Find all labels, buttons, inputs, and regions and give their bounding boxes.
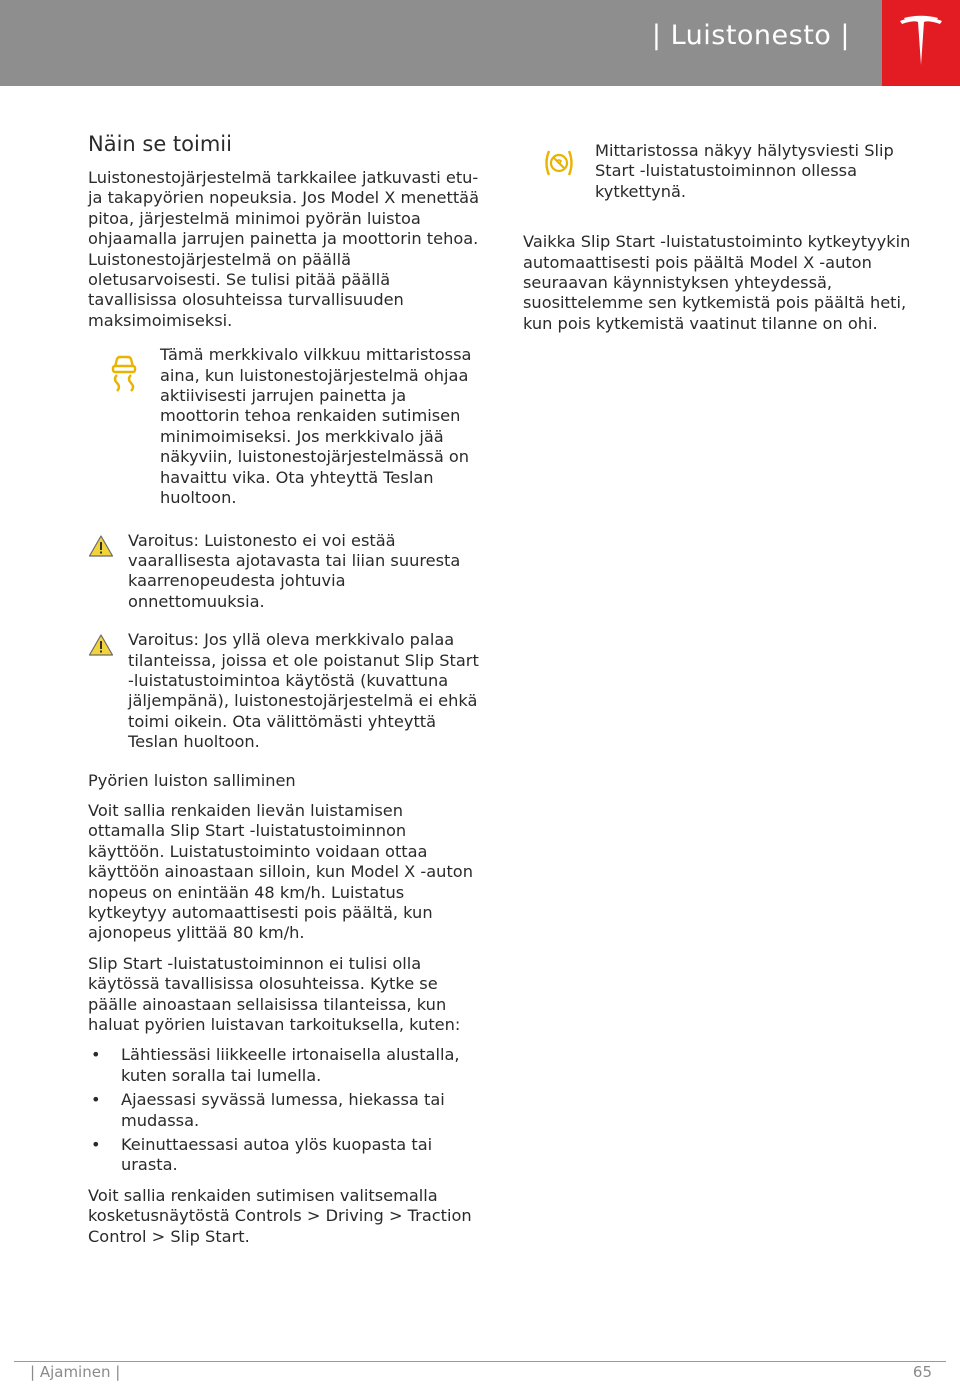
left-column (88, 130, 483, 1257)
warning-triangle-icon (88, 633, 114, 657)
traction-indicator-block (88, 345, 483, 508)
paragraph-1: Voit sallia renkaiden lievän luistamisen ottamalla Slip Start -luistatustoiminnon käyttöön. Luistatustoiminto voidaan ottaa käyttöön ainoastaan silloin, kun Model X -auton nopeus on enintään 48 km/h. Luistatus kytkeytyy automaattisesti pois päältä, kun ajonopeus ylittää 80 km/h. (88, 800, 473, 943)
paragraph-2: Slip Start -luistatustoiminnon ei tulisi olla käytössä tavallisissa olosuhteissa. Kytke se päälle ainoastaan sellaisissa tilanteissa, kun haluat pyörien luistavan tarkoituksella, kuten: (88, 953, 461, 1035)
list-item: • Lähtiessäsi liikkeelle irtonaisella alustalla, kuten soralla tai lumella. (91, 1045, 460, 1085)
warning-block-1 (88, 531, 483, 613)
intro-paragraph: Luistonestojärjestelmä tarkkailee jatkuvasti etu- ja takapyörien nopeuksia. Jos Model X menettää pitoa, järjestelmä minimoi pyörän luistoa ohjaamalla jarrujen painetta ja moottorin tehoa. Luistonestojärjestelmä on päällä oletusarvoisesti. Se tulisi pitää päällä tavallisissa olosuhteissa turvallisuuden maksimoimiseksi. (88, 168, 480, 330)
bullet-glyph: • (91, 1090, 101, 1110)
section-heading: Näin se toimii (88, 132, 232, 156)
slip-start-warning-icon (542, 147, 576, 179)
right-column (523, 141, 913, 344)
right-paragraph: Vaikka Slip Start -luistatustoiminto kytkeytyykin automaattisesti pois päältä Model X -auton seuraavan käynnistyksen yhteydessä, suosittelemme sen kytkemistä pois päältä heti, kun pois kytkemistä vaatinut tilanne on ohi. (523, 232, 911, 333)
tesla-logo-icon (898, 15, 944, 67)
bullet-glyph: • (91, 1045, 101, 1065)
page-number: 65 (912, 1363, 932, 1381)
traction-control-icon (107, 353, 141, 393)
footer-section-label: | Ajaminen | (30, 1363, 121, 1381)
slip-start-indicator-block (523, 141, 913, 202)
page-header (0, 0, 960, 86)
traction-indicator-text: Tämä merkkivalo vilkkuu mittaristossa aina, kun luistonestojärjestelmä ohjaa aktiivisesti jarrujen painetta ja moottorin tehoa renkaiden sutimisen minimoimiseksi. Jos merkkivalo jää näkyviin, luistonestojärjestelmässä on havaittu vika. Ota yhteyttä Teslan huoltoon. (160, 345, 472, 508)
warning-text-1: Varoitus: Luistonesto ei voi estää vaarallisesta ajotavasta tai liian suuresta kaarrenopeudesta johtuvia onnettomuuksia. (128, 530, 461, 611)
bullet-glyph: • (91, 1135, 101, 1155)
bullet-list (88, 1045, 483, 1175)
list-item: • Ajaessasi syvässä lumessa, hiekassa tai mudassa. (91, 1090, 445, 1130)
subsection-title: Pyörien luiston salliminen (88, 770, 296, 790)
logo-box (882, 0, 960, 86)
slip-start-indicator-text: Mittaristossa näkyy hälytysviesti Slip Start -luistatustoiminnon ollessa kytkettynä. (595, 141, 894, 201)
warning-block-2 (88, 630, 483, 752)
paragraph-3: Voit sallia renkaiden sutimisen valitsemalla kosketusnäytöstä Controls > Driving > Traction Control > Slip Start. (88, 1185, 472, 1246)
footer-divider (14, 1361, 946, 1362)
warning-triangle-icon (88, 534, 114, 558)
list-item: • Keinuttaessasi autoa ylös kuopasta tai urasta. (91, 1135, 433, 1175)
header-title: | Luistonesto | (651, 20, 850, 51)
warning-text-2: Varoitus: Jos yllä oleva merkkivalo palaa tilanteissa, joissa et ole poistanut Slip Start -luistatustoimintoa käytöstä (kuvattuna jäljempänä), luistonestojärjestelmä ei ehkä toimi oikein. Ota välittömästi yhteyttä Teslan huoltoon. (128, 630, 479, 752)
